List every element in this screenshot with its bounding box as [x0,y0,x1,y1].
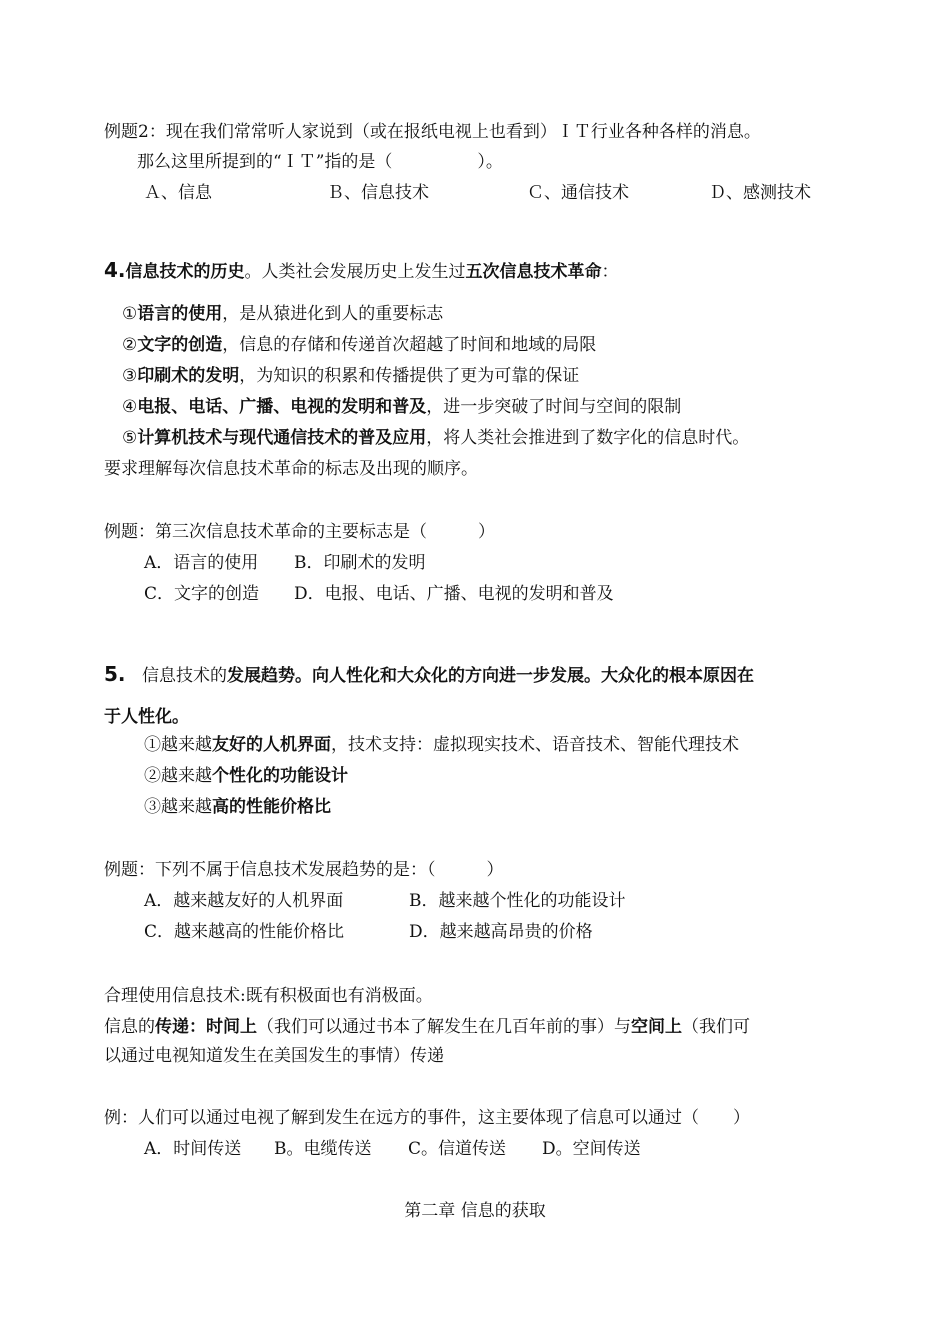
item-bold: 高的性能价格比 [212,797,331,817]
item-bold: 语言的使用 [137,304,223,324]
section4-item-4 [122,395,681,419]
reasonable-use-text: 合理使用信息技术:既有积极面也有消极面。 [104,986,433,1006]
section4-item-1 [122,302,443,326]
example5-option-a: A．时间传送 [144,1139,242,1159]
section4-intro-bold: 五次信息技术革命 [465,262,602,282]
example3-option-a: A．语言的使用 [144,553,259,573]
item-text: ，是从猿进化到人的重要标志 [222,304,444,324]
example4-question: 例题：下列不属于信息技术发展趋势的是：（ ） [104,860,504,880]
item-bold: 个性化的功能设计 [212,766,348,786]
example2-options [144,181,811,205]
example2-option-c: Ｃ、通信技术 [527,183,629,203]
section4-number: 4. [104,258,126,282]
item-bold: 电报、电话、广播、电视的发明和普及 [137,397,427,417]
section4-heading [104,258,619,284]
example2-option-a: Ａ、信息 [144,183,212,203]
example4-option-b: B．越来越个性化的功能设计 [409,891,626,911]
example3-option-b: B．印刷术的发明 [294,553,426,573]
section5-heading-line1 [104,662,754,688]
item-prefix: 越来越 [161,766,212,786]
example3-option-c: C．文字的创造 [144,584,260,604]
item-marker: ④ [122,397,138,417]
example3-question: 例题：第三次信息技术革命的主要标志是（ ） [104,522,495,542]
section5-item-3 [144,795,331,819]
example2-line2: 那么这里所提到的“ＩＴ”指的是（ ）。 [137,152,503,172]
example4-option-d: D．越来越高昂贵的价格 [409,922,593,942]
section5-item-1 [144,733,739,757]
transfer-bold-space: 空间上 [631,1017,682,1037]
section4-intro-end: ： [601,262,619,282]
example5-option-d: D。空间传送 [542,1139,641,1159]
item-bold: 计算机技术与现代通信技术的普及应用 [137,428,427,448]
section5-lead: 信息技术的 [142,666,227,686]
transfer-bold-time: 传递：时间上 [155,1017,257,1037]
section4-item-5 [122,426,749,450]
chapter-title: 第二章 信息的获取 [404,1201,546,1221]
section5-item-2 [144,764,348,788]
example4-options-row2 [144,920,593,944]
item-text: ，技术支持：虚拟现实技术、语音技术、智能代理技术 [331,735,739,755]
item-bold: 印刷术的发明 [137,366,240,386]
transfer-text: 信息的 [104,1017,155,1037]
item-text: ，信息的存储和传递首次超越了时间和地域的局限 [222,335,597,355]
item-text: ，进一步突破了时间与空间的限制 [426,397,682,417]
transfer-line1 [104,1015,750,1039]
example3-options-row1 [144,551,426,575]
item-bold: 友好的人机界面 [212,735,331,755]
example4-options-row1 [144,889,626,913]
example3-options-row2 [144,582,614,606]
section4-note: 要求理解每次信息技术革命的标志及出现的顺序。 [104,459,478,479]
section5-heading-line2: 于人性化。 [104,707,189,727]
example4-option-c: C．越来越高的性能价格比 [144,922,345,942]
transfer-text: （我们可以通过书本了解发生在几百年前的事）与 [257,1017,631,1037]
section5-title-bold: 发展趋势。向人性化和大众化的方向进一步发展。大众化的根本原因在 [227,666,754,686]
example2-option-d: Ｄ、感测技术 [709,183,811,203]
section4-title: 信息技术的历史 [125,262,245,282]
example5-option-c: C。信道传送 [408,1139,507,1159]
section4-item-3 [122,364,579,388]
item-text: ，为知识的积累和传播提供了更为可靠的保证 [239,366,580,386]
item-bold: 文字的创造 [137,335,223,355]
item-marker: ② [122,335,138,355]
example5-question: 例：人们可以通过电视了解到发生在远方的事件，这主要体现了信息可以通过（ ） [104,1108,750,1128]
section4-item-2 [122,333,596,357]
item-prefix: 越来越 [161,735,212,755]
item-marker: ② [144,766,161,786]
transfer-line2: 以通过电视知道发生在美国发生的事情）传递 [104,1046,444,1066]
transfer-text: （我们可 [682,1017,750,1037]
section4-intro: 。人类社会发展历史上发生过 [244,262,466,282]
example3-option-d: D．电报、电话、广播、电视的发明和普及 [294,584,614,604]
example2-line1: 例题2：现在我们常常听人家说到（或在报纸电视上也看到）ＩＴ行业各种各样的消息。 [104,122,761,142]
example5-options [144,1137,641,1161]
example4-option-a: A．越来越友好的人机界面 [144,891,344,911]
item-marker: ③ [144,797,161,817]
item-marker: ① [144,735,161,755]
section5-number: 5. [104,662,126,686]
example2-option-b: Ｂ、信息技术 [327,183,429,203]
example5-option-b: B。电缆传送 [274,1139,372,1159]
item-marker: ① [122,304,138,324]
item-marker: ⑤ [122,428,138,448]
item-text: ，将人类社会推进到了数字化的信息时代。 [426,428,750,448]
item-marker: ③ [122,366,138,386]
item-prefix: 越来越 [161,797,212,817]
